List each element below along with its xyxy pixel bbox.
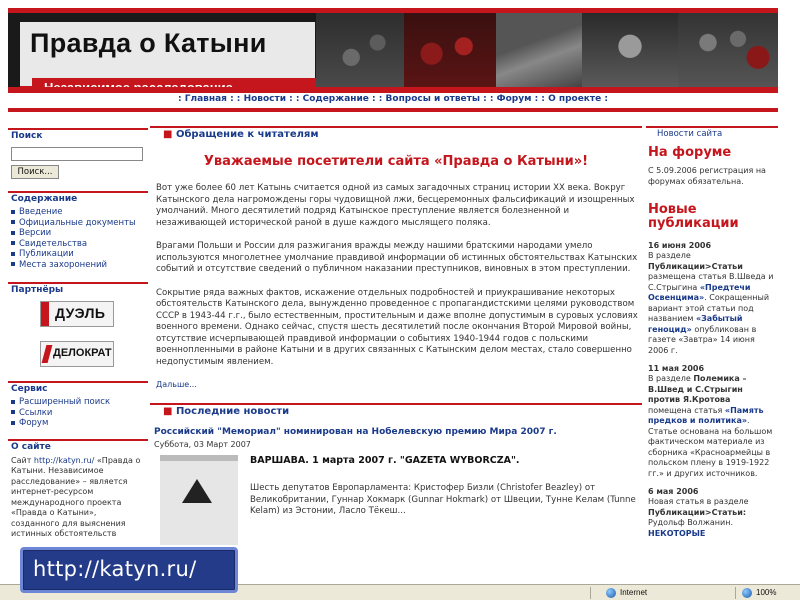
banner-photo-strip — [316, 13, 778, 87]
publication-entry — [648, 497, 776, 539]
bullet-icon — [11, 410, 15, 414]
search-input[interactable] — [11, 147, 143, 161]
appeal-section-header — [150, 126, 642, 140]
appeal-title-text: Обращение к читателям — [175, 129, 319, 140]
entry-text: . Статье основана на большом фактическом материале из сборника «Красноармейцы в польском плену в 1919-1922 гг.» и других источников. — [648, 416, 773, 478]
status-divider — [735, 587, 736, 599]
contents-item-label[interactable]: Введение — [19, 207, 63, 217]
service-section-header — [8, 381, 148, 394]
contents-item-versions[interactable] — [11, 228, 148, 239]
top-navigation — [8, 94, 778, 108]
contents-item-label[interactable]: Публикации — [19, 249, 74, 259]
url-caption-text: http://katyn.ru/ — [33, 557, 197, 581]
internet-zone-icon — [606, 588, 616, 598]
new-publications-heading: Новые публикации — [648, 202, 739, 231]
contents-item-documents[interactable] — [11, 218, 148, 229]
entry-article-link[interactable]: «Забытый геноцид» — [648, 314, 743, 334]
banner-photo-excavation — [496, 13, 582, 87]
nav-separator: : — [604, 94, 608, 104]
nav-link-faq[interactable]: Вопросы и ответы — [385, 94, 481, 104]
bullet-icon — [11, 252, 15, 256]
about-lead: Сайт — [11, 455, 32, 465]
contents-item-burials[interactable] — [11, 260, 148, 271]
entry-text: . Сокращенный вариант этой статьи под названием — [648, 293, 770, 323]
bullet-icon — [11, 220, 15, 224]
news-photo-figure — [182, 479, 212, 503]
banner-photo-skulls — [316, 13, 404, 87]
news-item-title[interactable]: Российский "Мемориал" номинирован на Нобелевскую премию Мира 2007 г. — [154, 427, 557, 437]
bullet-icon — [11, 421, 15, 425]
nav-separator: : : — [534, 94, 545, 104]
contents-item-label[interactable]: Места захоронений — [19, 259, 108, 270]
entry-text: опубликован в газете «Завтра» 14 июня 2006 г. — [648, 324, 757, 355]
about-section-header — [8, 439, 148, 452]
delokrat-logo-mark — [42, 345, 53, 363]
banner-photo-commission — [678, 13, 778, 87]
entry-text: В разделе — [648, 374, 691, 383]
about-site-link[interactable]: http://katyn.ru/ — [33, 455, 95, 465]
entry-section[interactable]: Публикации>Статьи: — [648, 507, 747, 517]
publication-date: 16 июня 2006 — [648, 241, 712, 250]
entry-text: размещена статья В.Шведа и С.Стрыгина — [648, 272, 774, 292]
right-sidebar — [646, 118, 778, 600]
site-title[interactable]: Правда о Катыни — [30, 28, 267, 58]
service-item-advanced-search[interactable] — [11, 397, 148, 408]
site-news-title: Новости сайта — [654, 129, 725, 139]
appeal-paragraph-2: Врагами Польши и России для разжигания вражды между нашими братскими народами умело используются многолетнее умолчание правдивой информации об истинных обстоятельствах Катынских событий и отсутствие сведений о публичном наказании преступников, виновных в этом преступлении. — [156, 241, 638, 274]
contents-item-publications[interactable] — [11, 249, 148, 260]
about-site-text — [11, 456, 141, 540]
search-section-title: Поиск — [8, 131, 46, 141]
nav-link-forum[interactable]: Форум — [496, 94, 532, 104]
contents-item-label[interactable]: Официальные документы — [19, 217, 136, 228]
about-description: «Правда о Катыни. Независимое расследование» – является интернет-ресурсом международного проекта «Правда о Катыни», созданного для выяснения истинных обстоятельств — [11, 455, 141, 538]
contents-item-label[interactable]: Свидетельства — [19, 238, 88, 249]
nav-separator: : : — [230, 94, 241, 104]
bullet-icon — [11, 400, 15, 404]
news-title-text: Последние новости — [175, 406, 290, 417]
service-item-label[interactable]: Расширенный поиск — [19, 397, 111, 407]
entry-article-link[interactable]: «Предтечи Освенцима» — [648, 282, 751, 302]
entry-article-link[interactable]: НЕКОТОРЫЕ — [648, 528, 706, 538]
publication-date: 11 мая 2006 — [648, 364, 705, 373]
publication-entry — [648, 374, 776, 479]
news-item-photo — [160, 455, 238, 545]
entry-text: Рудольф Волжанин. — [648, 518, 734, 527]
service-item-links[interactable] — [11, 408, 148, 419]
contents-section-header — [8, 191, 148, 204]
appeal-paragraph-1: Вот уже более 60 лет Катынь считается одной из самых загадочных страниц истории XX века. Вокруг Катынского дела нагромождены горы чудовищной лжи, бесцеремонных фальсификаций и изощренных умолчаний. Много десятилетий подряд Катынское преступление является болезненной и незаживающей исторической раной в душе каждого мыслящего поляка. — [156, 183, 635, 228]
nav-separator: : : — [372, 94, 383, 104]
nav-link-about[interactable]: О проекте — [548, 94, 602, 104]
site-banner — [8, 8, 778, 93]
banner-photo-skull — [582, 13, 678, 87]
section-marker-icon: ■ — [163, 406, 176, 417]
bullet-icon — [11, 231, 15, 235]
contents-list — [11, 207, 148, 270]
banner-bottom-stripe — [8, 87, 778, 93]
nav-link-contents[interactable]: Содержание — [302, 94, 369, 104]
left-sidebar — [8, 118, 148, 600]
news-item-body — [150, 453, 642, 543]
appeal-paragraph-3: Сокрытие ряда важных фактов, искажение отдельных подробностей и приукрашивание некоторых обстоятельств Катынского дела, вынужденно проведенное с пропагандистскими целями руководством СССР в 1943-44 г.г., было естественным, простительным и даже вполне допустимым в суровых условиях военного времени. Однако сейчас, спустя шесть десятилетий после окончания Второй Мировой войны, отсутствие исчерпывающей правдивой информации о событиях 1940-1944 годов с польскими военнопленными в районе Катыни и в других связанных с Катынским делом местах, стало совершенно недопустимым явлением. — [156, 287, 638, 367]
contents-item-intro[interactable] — [11, 207, 148, 218]
contents-section-title: Содержание — [8, 194, 81, 204]
nav-separator: : — [178, 94, 182, 104]
forum-notice: С 5.09.2006 регистрация на форумах обязательна. — [648, 166, 766, 186]
partners-section-title: Партнёры — [8, 285, 67, 295]
service-item-label[interactable]: Ссылки — [19, 407, 53, 418]
service-list — [11, 397, 148, 429]
banner-photo-remains — [404, 13, 496, 87]
security-zone-label: Internet — [620, 588, 648, 597]
entry-section[interactable]: Публикации>Статьи — [648, 261, 743, 271]
bullet-icon — [11, 210, 15, 214]
partner-logo-delokrat[interactable] — [40, 341, 114, 367]
nav-link-home[interactable]: Главная — [184, 94, 227, 104]
search-section-header — [8, 128, 148, 141]
read-more-link[interactable]: Дальше... — [156, 380, 197, 389]
entry-section[interactable]: Полемика – В.Швед и С.Стрыгин против Я.Кротова — [648, 374, 747, 404]
main-content — [150, 118, 642, 600]
service-item-label[interactable]: Форум — [19, 418, 49, 428]
publication-date: 6 мая 2006 — [648, 487, 699, 496]
greeting-heading: Уважаемые посетители сайта «Правда о Катыни»! — [203, 154, 589, 169]
partner-logo-duel[interactable] — [40, 301, 114, 327]
nav-link-news[interactable]: Новости — [243, 94, 287, 104]
forum-heading: На форуме — [648, 145, 732, 160]
publication-entry — [648, 251, 776, 356]
section-marker-icon: ■ — [163, 129, 176, 140]
news-item-subhead: ВАРШАВА. 1 марта 2007 г. "GAZETA WYBORCZA". — [250, 455, 520, 466]
nav-separator: : : — [289, 94, 300, 104]
banner-title-box[interactable] — [20, 22, 315, 92]
zoom-level[interactable]: 100% — [756, 588, 777, 597]
delokrat-logo-text: ДЕЛОКРАТ — [53, 347, 112, 359]
entry-text: В разделе — [648, 251, 691, 260]
contents-item-label[interactable]: Версии — [19, 228, 52, 238]
nav-divider — [8, 108, 778, 112]
bullet-icon — [11, 241, 15, 245]
search-button[interactable]: Поиск... — [11, 165, 59, 179]
url-caption-overlay — [20, 547, 238, 593]
entry-text: Новая статья в разделе — [648, 497, 749, 506]
appeal-section-title — [158, 129, 324, 140]
about-section-title: О сайте — [8, 442, 55, 452]
contents-item-testimonies[interactable] — [11, 239, 148, 250]
partners-section-header — [8, 282, 148, 295]
zoom-icon[interactable] — [742, 588, 752, 598]
news-section-title — [158, 406, 294, 417]
news-section-header — [150, 403, 642, 417]
duel-logo-text: ДУЭЛЬ — [55, 305, 106, 321]
nav-separator: : : — [483, 94, 494, 104]
status-divider — [590, 587, 591, 599]
service-section-title: Сервис — [8, 384, 52, 394]
duel-logo-mark — [41, 302, 49, 326]
bullet-icon — [11, 262, 15, 266]
news-item-text: Шесть депутатов Европарламента: Кристофер Бизли (Christofer Beazley) от Великобритании, Гуннар Хокмарк (Gunnar Hokmark) от Швеции, Тунне Келам (Tunne Kelam) из Эстонии, Ласло Тёкеш... — [250, 483, 636, 516]
entry-text: помещена статья — [648, 405, 723, 415]
service-item-forum[interactable] — [11, 418, 148, 429]
news-item-date: Суббота, 03 Март 2007 — [154, 440, 251, 449]
site-news-header — [646, 126, 778, 140]
entry-article-link[interactable]: «Память предков и политика» — [648, 405, 764, 425]
